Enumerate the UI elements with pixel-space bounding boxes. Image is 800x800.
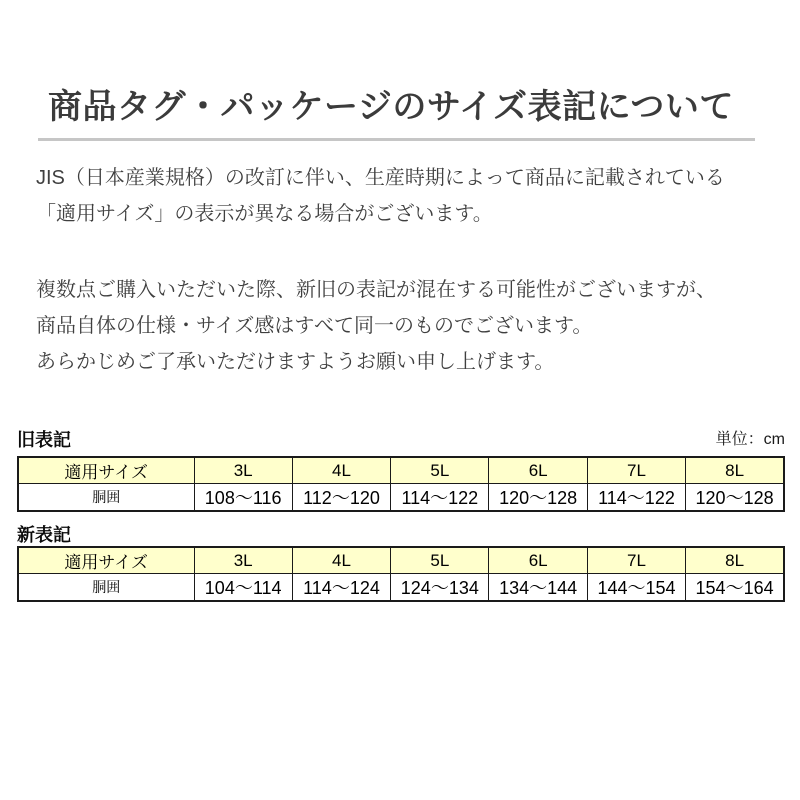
intro-line: 複数点ご購入いただいた際、新旧の表記が混在する可能性がございますが、 bbox=[36, 279, 716, 301]
intro-line: 「適用サイズ」の表示が異なる場合がございます。 bbox=[36, 203, 493, 225]
old-girth-value-cell: 114～122 bbox=[391, 484, 489, 512]
new-girth-value-cell: 134～144 bbox=[489, 574, 587, 602]
intro-paragraph-2 bbox=[36, 272, 716, 380]
old-header-applicable-size: 適用サイズ bbox=[18, 457, 194, 484]
old-size-header-cell: 3L bbox=[194, 457, 292, 484]
new-header-applicable-size: 適用サイズ bbox=[18, 547, 194, 574]
intro-paragraph-1 bbox=[36, 160, 725, 232]
old-girth-value-cell: 112～120 bbox=[292, 484, 390, 512]
old-size-header-cell: 6L bbox=[489, 457, 587, 484]
new-table-caption-row bbox=[17, 524, 785, 546]
new-size-header-cell: 6L bbox=[489, 547, 587, 574]
old-header-row bbox=[18, 457, 784, 484]
new-size-header-cell: 4L bbox=[292, 547, 390, 574]
new-girth-row-label: 胴囲 bbox=[18, 574, 194, 602]
new-header-row bbox=[18, 547, 784, 574]
old-size-header-cell: 8L bbox=[686, 457, 784, 484]
old-girth-row-label: 胴囲 bbox=[18, 484, 194, 512]
new-girth-value-cell: 124～134 bbox=[391, 574, 489, 602]
new-size-header-cell: 8L bbox=[686, 547, 784, 574]
old-girth-value-cell: 120～128 bbox=[489, 484, 587, 512]
page-title: 商品タグ・パッケージのサイズ表記について bbox=[48, 88, 734, 126]
new-girth-value-cell: 144～154 bbox=[587, 574, 685, 602]
old-size-header-cell: 4L bbox=[292, 457, 390, 484]
old-girth-row bbox=[18, 484, 784, 512]
unit-label: 単位：cm bbox=[715, 431, 785, 448]
new-size-header-cell: 3L bbox=[194, 547, 292, 574]
old-girth-value-cell: 114～122 bbox=[587, 484, 685, 512]
old-girth-value-cell: 108～116 bbox=[194, 484, 292, 512]
intro-line: JIS（日本産業規格）の改訂に伴い、生産時期によって商品に記載されている bbox=[36, 167, 725, 189]
old-table-caption-row bbox=[17, 429, 785, 451]
new-girth-value-cell: 154～164 bbox=[686, 574, 784, 602]
old-size-table bbox=[17, 456, 785, 512]
new-girth-row bbox=[18, 574, 784, 602]
new-girth-value-cell: 104～114 bbox=[194, 574, 292, 602]
new-size-header-cell: 5L bbox=[391, 547, 489, 574]
old-girth-value-cell: 120～128 bbox=[686, 484, 784, 512]
intro-line: あらかじめご了承いただけますようお願い申し上げます。 bbox=[36, 351, 555, 373]
new-size-table bbox=[17, 546, 785, 602]
new-girth-value-cell: 114～124 bbox=[292, 574, 390, 602]
new-table-label: 新表記 bbox=[17, 525, 71, 545]
old-size-header-cell: 7L bbox=[587, 457, 685, 484]
old-size-header-cell: 5L bbox=[391, 457, 489, 484]
intro-line: 商品自体の仕様・サイズ感はすべて同一のものでございます。 bbox=[36, 315, 593, 337]
old-table-label: 旧表記 bbox=[17, 430, 71, 450]
new-size-header-cell: 7L bbox=[587, 547, 685, 574]
title-divider bbox=[38, 138, 755, 141]
